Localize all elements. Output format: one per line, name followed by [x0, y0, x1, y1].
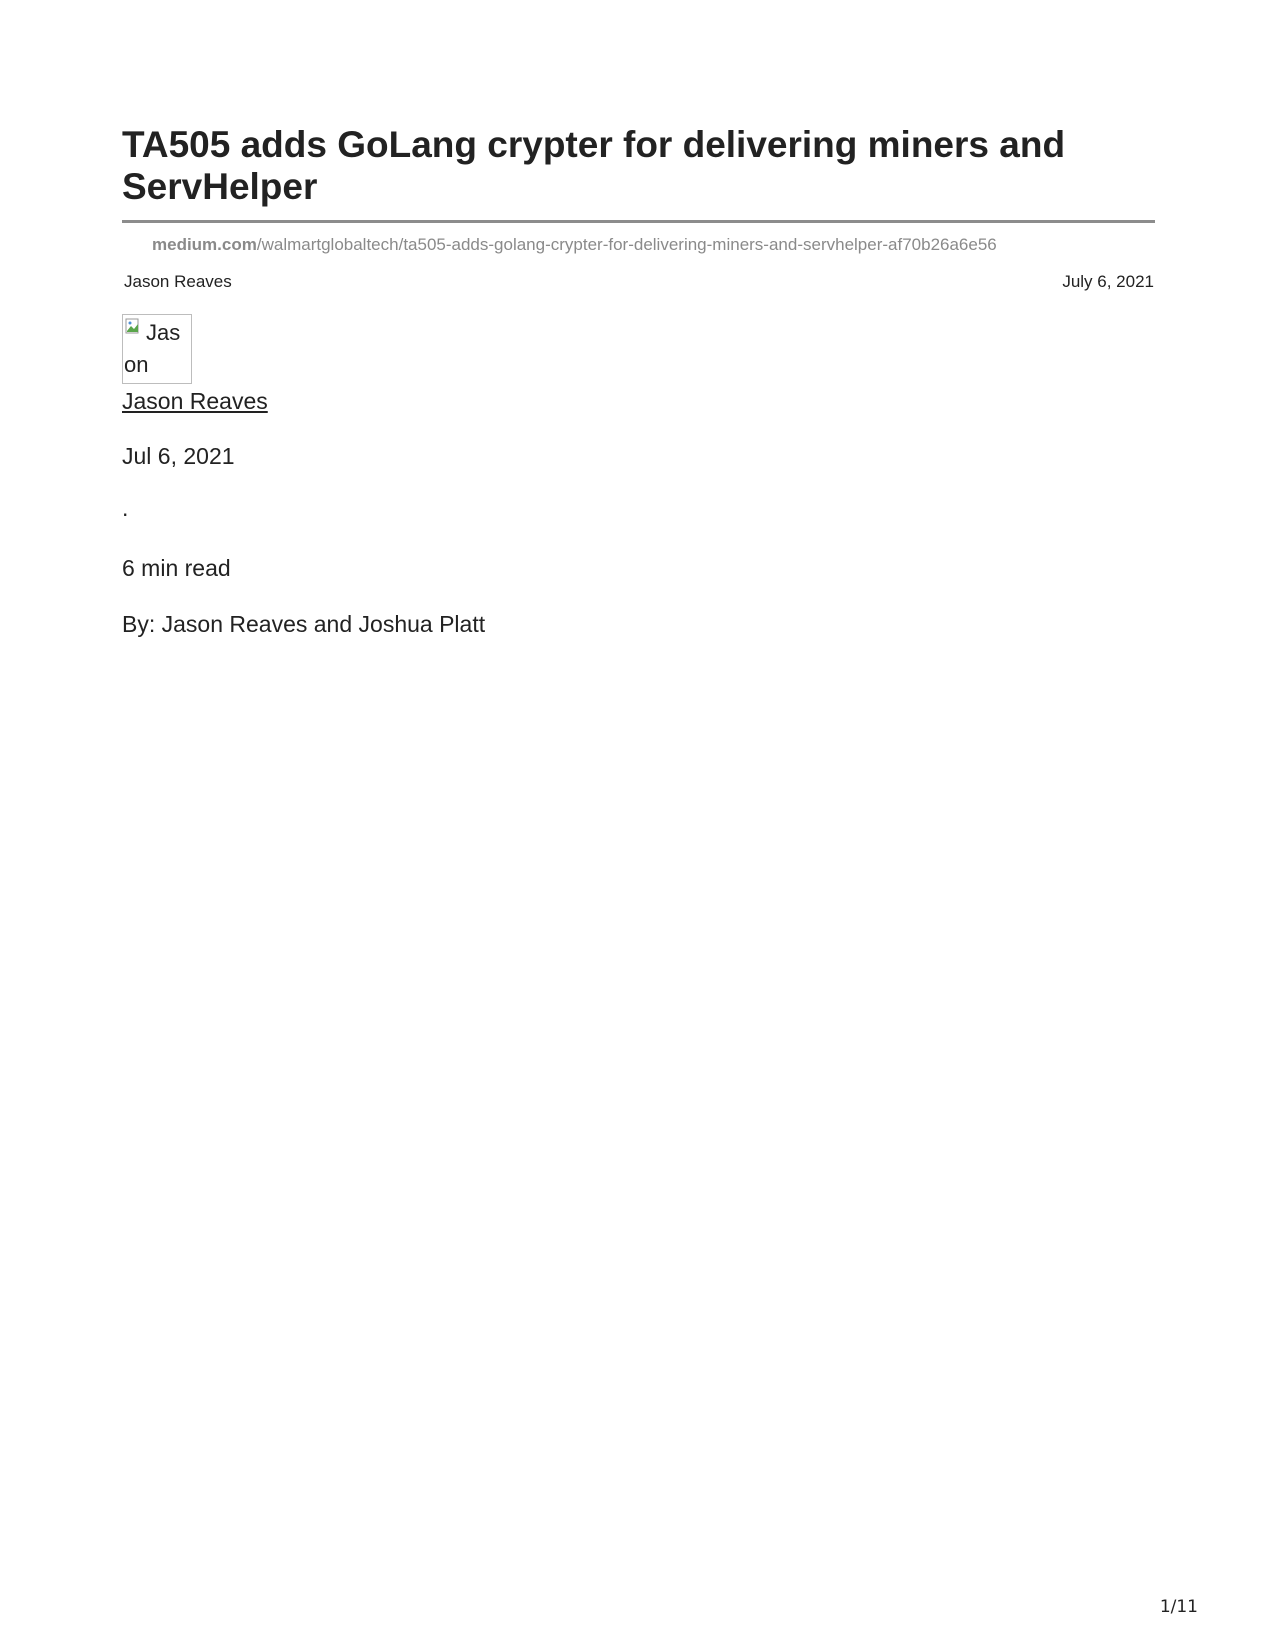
meta-separator: .	[122, 495, 129, 521]
source-url[interactable]	[122, 234, 1154, 256]
source-domain: medium.com	[152, 235, 257, 254]
title-divider	[122, 220, 1155, 223]
read-time: 6 min read	[122, 555, 231, 581]
header-author: Jason Reaves	[124, 272, 232, 291]
post-date: Jul 6, 2021	[122, 443, 235, 469]
article-content	[122, 124, 1154, 639]
article-title: TA505 adds GoLang crypter for delivering miners and ServHelper	[122, 124, 1066, 207]
header-date: July 6, 2021	[1062, 272, 1154, 291]
author-link[interactable]: Jason Reaves	[122, 388, 268, 414]
page-number: 1/11	[1159, 1597, 1198, 1617]
author-avatar[interactable]	[122, 314, 192, 384]
byline: By: Jason Reaves and Joshua Platt	[122, 611, 486, 637]
avatar-alt-text: Jason	[124, 320, 181, 377]
broken-image-icon	[125, 318, 141, 334]
meta-row	[122, 271, 1154, 293]
source-path: /walmartglobaltech/ta505-adds-golang-crypter-for-delivering-miners-and-servhelper-af70b26a6e56	[256, 235, 997, 254]
